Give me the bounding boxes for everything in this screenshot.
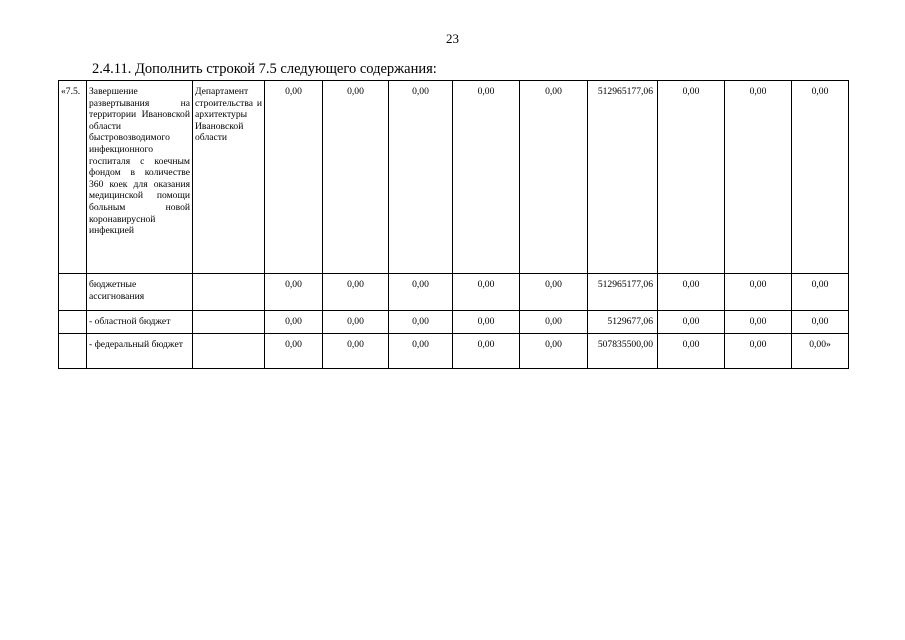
row-code: «7.5. [59, 81, 87, 274]
row-name: - областной бюджет [87, 311, 193, 334]
value-cell: 512965177,06 [588, 81, 658, 274]
value-cell: 0,00 [658, 334, 725, 369]
row-code [59, 311, 87, 334]
row-code [59, 274, 87, 311]
value-cell: 0,00 [792, 311, 849, 334]
section-heading: 2.4.11. Дополнить строкой 7.5 следующего содержания: [92, 61, 437, 77]
value-cell: 0,00 [725, 311, 792, 334]
value-cell: 512965177,06 [588, 274, 658, 311]
row-name: Завершение развертывания на территории Ивановской области быстровозводимого инфекционного госпиталя с коечным фондом в количестве 360 коек для оказания медицинской помощи больным новой коронавирусной инфекцией [87, 81, 193, 274]
value-cell: 0,00» [792, 334, 849, 369]
value-cell: 0,00 [453, 81, 520, 274]
value-cell: 0,00 [389, 274, 453, 311]
value-cell: 0,00 [725, 81, 792, 274]
value-cell: 0,00 [520, 334, 588, 369]
row-executor: Департамент строительства и архитектуры Ивановской области [193, 81, 265, 274]
row-name: - федеральный бюджет [87, 334, 193, 369]
value-cell: 0,00 [453, 311, 520, 334]
value-cell: 5129677,06 [588, 311, 658, 334]
value-cell: 0,00 [265, 81, 323, 274]
row-name: бюджетные ассигнования [87, 274, 193, 311]
row-executor [193, 311, 265, 334]
value-cell: 0,00 [389, 311, 453, 334]
value-cell: 0,00 [323, 311, 389, 334]
value-cell: 0,00 [389, 81, 453, 274]
value-cell: 0,00 [658, 311, 725, 334]
value-cell: 507835500,00 [588, 334, 658, 369]
value-cell: 0,00 [520, 81, 588, 274]
table-row [59, 274, 849, 311]
value-cell: 0,00 [265, 274, 323, 311]
value-cell: 0,00 [792, 81, 849, 274]
value-cell: 0,00 [520, 274, 588, 311]
row-executor [193, 274, 265, 311]
value-cell: 0,00 [265, 334, 323, 369]
row-executor [193, 334, 265, 369]
budget-table [58, 80, 849, 369]
value-cell: 0,00 [389, 334, 453, 369]
row-code [59, 334, 87, 369]
value-cell: 0,00 [792, 274, 849, 311]
value-cell: 0,00 [453, 274, 520, 311]
page-number: 23 [446, 31, 459, 46]
value-cell: 0,00 [453, 334, 520, 369]
value-cell: 0,00 [323, 81, 389, 274]
value-cell: 0,00 [725, 274, 792, 311]
value-cell: 0,00 [323, 334, 389, 369]
table-row [59, 311, 849, 334]
value-cell: 0,00 [520, 311, 588, 334]
value-cell: 0,00 [323, 274, 389, 311]
value-cell: 0,00 [265, 311, 323, 334]
table-row [59, 334, 849, 369]
table-row [59, 81, 849, 274]
value-cell: 0,00 [725, 334, 792, 369]
value-cell: 0,00 [658, 81, 725, 274]
value-cell: 0,00 [658, 274, 725, 311]
